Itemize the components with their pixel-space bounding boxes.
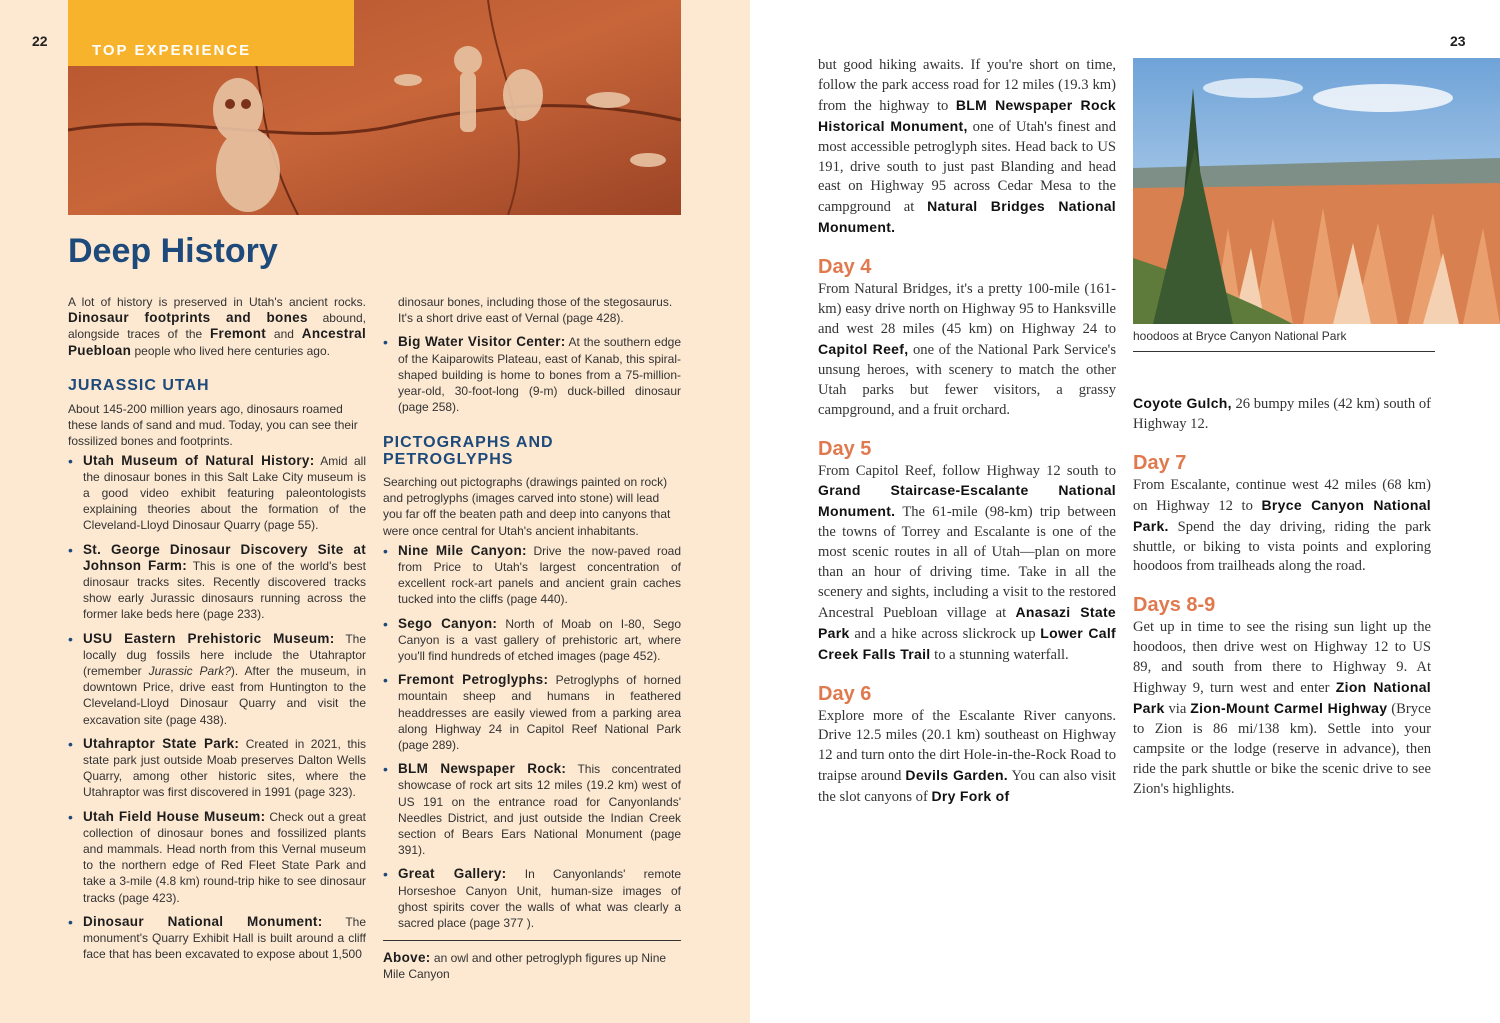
day-4-heading: Day 4 <box>818 256 872 279</box>
photo-caption-right: hoodoos at Bryce Canyon National Park <box>1133 329 1347 343</box>
banner-label: TOP EXPERIENCE <box>92 42 252 59</box>
day-4-text: From Natural Bridges, it's a pretty 100-mile (161-km) easy drive north on Highway 95 to Hanksville and west 28 miles (45 km) on Highway 24 to Capitol Reef, one of the National Park Service's unsung heroes, with scenery to match the other Utah parks but fewer visitors, a grassy campground, and a fruit orchard. <box>818 281 1116 418</box>
page-title: Deep History <box>68 232 278 270</box>
pictographs-section <box>383 474 681 939</box>
right-page <box>750 0 1500 1023</box>
itinerary-column-2 <box>1133 394 1431 800</box>
itinerary-column-1 <box>818 56 1116 808</box>
list-item: • Utah Field House Museum: Check out a great collection of dinosaur bones and fossilized plants and mammals. Head north from this Vernal museum to the northern edge of Red Fleet State Park and take a 3-mile (4.8 km) round-trip hike to see dinosaur tracks (page 423). <box>68 809 366 906</box>
intro-paragraph: A lot of history is preserved in Utah's ancient rocks. Dinosaur footprints and bones abound, alongside traces of the Fremont and Ancestral Puebloan people who lived here centuries ago. <box>68 295 366 358</box>
list-item: • Nine Mile Canyon: Drive the now-paved road from Price to Utah's largest concentration of excellent rock-art panels and ancient grain caches tucked into the cliffs (page 440). <box>383 543 681 608</box>
top-experience-banner <box>68 0 354 66</box>
rock-art-list <box>383 543 681 931</box>
list-item: • Big Water Visitor Center: At the southern edge of the Kaiparowits Plateau, east of Kanab, this spiral-shaped building is home to bones from a 75-million-year-old, 30-foot-long (9-m) duck-billed dinosaur (page 258). <box>383 334 681 415</box>
caption-divider-right <box>1133 351 1435 352</box>
left-column <box>68 294 366 359</box>
page-number-right: 23 <box>1450 33 1466 49</box>
list-item: • USU Eastern Prehistoric Museum: The locally dug fossils here include the Utahraptor (remember Jurassic Park?). After the museum, in downtown Price, drive east from Huntington to the Cleveland-Lloyd Dinosaur Quarry and visit the excavation site (page 438). <box>68 631 366 728</box>
photo-caption: Above: an owl and other petroglyph figures up Nine Mile Canyon <box>383 950 667 982</box>
day-7-heading: Day 7 <box>1133 451 1187 474</box>
coyote-gulch-text: Coyote Gulch, 26 bumpy miles (42 km) south of Highway 12. <box>1133 395 1431 432</box>
day-5-heading: Day 5 <box>818 437 872 460</box>
jurassic-intro: About 145-200 million years ago, dinosaurs roamed these lands of sand and mud. Today, you can see their fossilized bones and footprints. <box>68 402 358 449</box>
list-item: • Utahraptor State Park: Created in 2021, this state park just outside Moab preserves Dalton Wells Quarry, among other historic sites, where the Utahraptor was first discovered in 1991 (page 323). <box>68 736 366 801</box>
bryce-canyon-photo <box>1133 58 1500 324</box>
day-7-text: From Escalante, continue west 42 miles (68 km) on Highway 12 to Bryce Canyon National Park. Spend the day driving, riding the park shuttle, or biking to vista points and exploring hoodoos from trailheads along the road. <box>1133 476 1431 575</box>
list-item: • Fremont Petroglyphs: Petroglyphs of horned mountain sheep and humans in feathered headdresses are easily viewed from a parking area along Highway 24 in Capitol Reef National Park (page 289). <box>383 672 681 753</box>
jurassic-heading: JURASSIC UTAH <box>68 377 210 394</box>
list-item: • Utah Museum of Natural History: Amid all the dinosaur bones in this Salt Lake City museum is a good video exhibit featuring paleontologists explaining theories about the formation of the Cleveland-Lloyd Dinosaur Quarry (page 55). <box>68 453 366 534</box>
pictographs-heading: PICTOGRAPHS AND PETROGLYPHS <box>383 434 554 468</box>
caption-divider <box>383 940 681 941</box>
days-8-9-heading: Days 8-9 <box>1133 594 1216 617</box>
page-number-left: 22 <box>32 33 48 49</box>
list-item: • St. George Dinosaur Discovery Site at Johnson Farm: This is one of the world's best dinosaur tracks sites. Recently discovered tracks show early Jurassic dinosaurs running across the former lake beds here (page 233). <box>68 542 366 623</box>
days-8-9-text: Get up in time to see the rising sun light up the hoodoos, then drive west on Highway 12 to US 89, and south from there to Highway 9. At Highway 9, turn west and enter Zion National Park via Zion-Mount Carmel Highway (Bryce to Zion is 86 mi/138 km). Settle into your campsite or the lodge (reserve in advance), then ride the park shuttle or bike the scenic drive to see Zion's highlights. <box>1133 619 1431 797</box>
middle-column <box>383 294 681 423</box>
day-5-text: From Capitol Reef, follow Highway 12 south to Grand Staircase-Escalante National Monument. The 61-mile (98-km) trip between the towns of Torrey and Escalante is one of the most scenic routes in all of Utah—plan on more than an hour of driving time. Take in all the scenery and sights, including a visit to the restored Ancestral Puebloan village at Anasazi State Park and a hike across slickrock up Lower Calf Creek Falls Trail to a stunning waterfall. <box>818 462 1116 663</box>
petroglyph-photo <box>68 0 681 215</box>
continued-text: dinosaur bones, including those of the stegosaurus. It's a short drive east of Vernal (page 428). <box>398 295 673 326</box>
list-item: • Sego Canyon: North of Moab on I-80, Sego Canyon is a vast gallery of prehistoric art, where you'll find hundreds of etched images (page 452). <box>383 616 681 665</box>
list-item: • BLM Newspaper Rock: This concentrated showcase of rock art sits 12 miles (19.2 km) west of US 191 on the entrance road for Canyonlands' Needles District, and just outside the Indian Creek section of Bears Ears National Monument (page 391). <box>383 761 681 858</box>
pictographs-intro: Searching out pictographs (drawings painted on rock) and petroglyphs (images carved into stone) will lead you far off the beaten path and deep into canyons that were once central for Utah's ancient inhabitants. <box>383 475 671 538</box>
jurassic-section <box>68 401 366 971</box>
day-6-text: Explore more of the Escalante River canyons. Drive 12.5 miles (20.1 km) southeast on Highway 12 and turn onto the dirt Hole-in-the-Rock Road to traipse around Devils Garden. You can also visit the slot canyons of Dry Fork of <box>818 707 1116 806</box>
continued-paragraph: but good hiking awaits. If you're short on time, follow the park access road for 12 miles (19.3 km) from the highway to BLM Newspaper Rock Historical Monument, one of Utah's finest and most accessible petroglyph sites. Head back to US 191, drive south to just past Blanding and head east on Highway 95 across Cedar Mesa to the campground at Natural Bridges National Monument. <box>818 57 1116 236</box>
list-item: • Great Gallery: In Canyonlands' remote Horseshoe Canyon Unit, human-size images of ghost spirits cover the walls of what was clearly a sacred place (page 377 ). <box>383 866 681 931</box>
dinosaur-site-list <box>68 453 366 963</box>
list-item: • Dinosaur National Monument: The monument's Quarry Exhibit Hall is built around a cliff face that has been excavated to expose about 1,500 <box>68 914 366 963</box>
day-6-heading: Day 6 <box>818 682 872 705</box>
